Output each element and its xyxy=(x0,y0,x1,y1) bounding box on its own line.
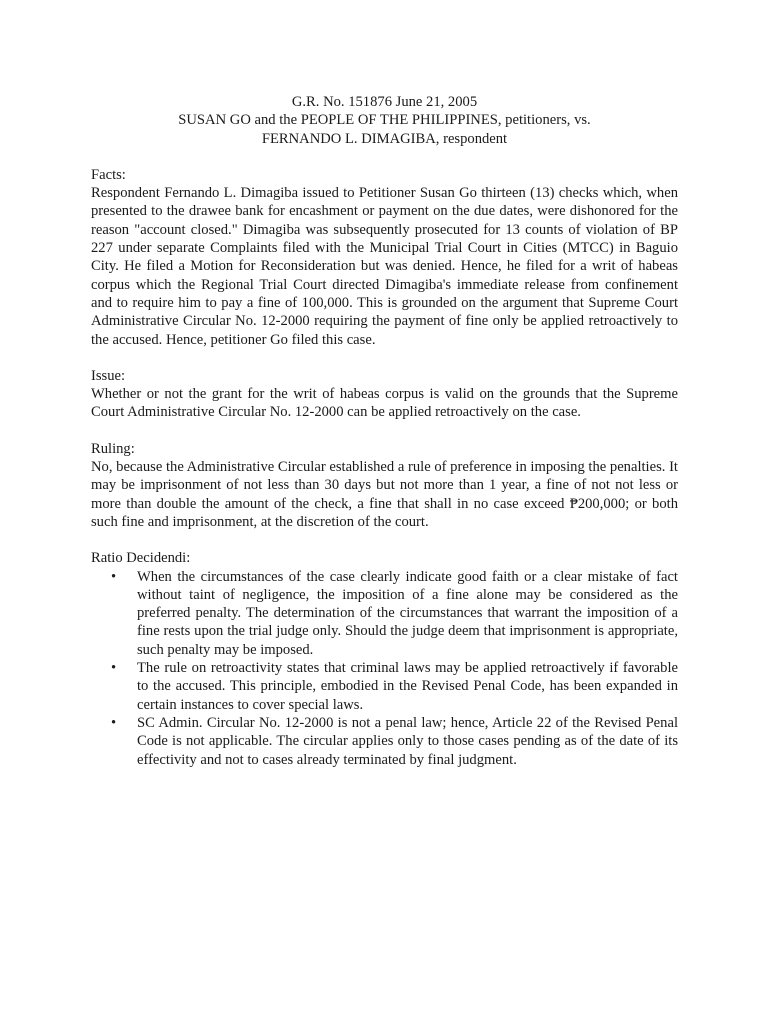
ratio-section xyxy=(91,549,678,769)
bullet-icon: • xyxy=(111,660,117,677)
list-item xyxy=(111,568,678,659)
document-page xyxy=(91,93,678,787)
list-item-text: The rule on retroactivity states that criminal laws may be applied retroactively if favorable to the accused. This principle, embodied in the Revised Penal Code, has been expanded in certain instances to cover special laws. xyxy=(137,660,678,713)
case-number: G.R. No. 151876 June 21, 2005 xyxy=(291,94,478,110)
ruling-label: Ruling: xyxy=(91,440,135,457)
facts-label: Facts: xyxy=(91,166,126,183)
case-parties-line-1: SUSAN GO and the PEOPLE OF THE PHILIPPINES, petitioners, vs. xyxy=(178,112,591,129)
case-parties-line-2: FERNANDO L. DIMAGIBA, respondent xyxy=(261,130,508,147)
bullet-icon: • xyxy=(111,568,117,585)
facts-text: Respondent Fernando L. Dimagiba issued to Petitioner Susan Go thirteen (13) checks which, when presented to the drawee bank for encashment or payment on the due dates, were dishonored for the reason "account closed." Dimagiba was subsequently prosecuted for 13 counts of violation of BP 227 under separate Complaints filed with the Municipal Trial Court in Cities (MTCC) in Baguio City. He filed a Motion for Reconsideration but was denied. Hence, he filed for a writ of habeas corpus which the Regional Trial Court directed Dimagiba's immediate release from confinement and to require him to pay a fine of 100,000. This is grounded on the argument that Supreme Court Administrative Circular No. 12-2000 requiring the payment of fine only be applied retroactively to the accused. Hence, petitioner Go filed this case. xyxy=(91,185,678,348)
ratio-label: Ratio Decidendi: xyxy=(91,550,191,567)
ruling-section xyxy=(91,440,678,531)
issue-section xyxy=(91,367,678,422)
ratio-list xyxy=(91,568,678,769)
bullet-icon: • xyxy=(111,714,117,731)
ruling-text: No, because the Administrative Circular established a rule of preference in imposing the penalties. It may be imprisonment of not less than 30 days but not more than 1 year, a fine of not not less or more than double the amount of the check, a fine that shall in no case exceed ₱200,000; or both such fine and imprisonment, at the discretion of the court. xyxy=(91,459,678,530)
case-header xyxy=(91,93,678,148)
list-item-text: When the circumstances of the case clearly indicate good faith or a clear mistake of fact without taint of negligence, the imposition of a fine alone may be considered as the preferred penalty. The determination of the circumstances that warrant the imposition of a fine rests upon the trial judge only. Should the judge deem that imprisonment is appropriate, such penalty may be imposed. xyxy=(137,568,678,658)
list-item xyxy=(111,714,678,769)
list-item xyxy=(111,659,678,714)
list-item-text: SC Admin. Circular No. 12-2000 is not a penal law; hence, Article 22 of the Revised Penal Code is not applicable. The circular applies only to those cases pending as of the date of its effectivity and not to cases already terminated by final judgment. xyxy=(137,714,678,768)
issue-text: Whether or not the grant for the writ of habeas corpus is valid on the grounds that the Supreme Court Administrative Circular No. 12-2000 can be applied retroactively on the case. xyxy=(91,386,678,421)
issue-label: Issue: xyxy=(91,367,126,384)
facts-section xyxy=(91,166,678,349)
